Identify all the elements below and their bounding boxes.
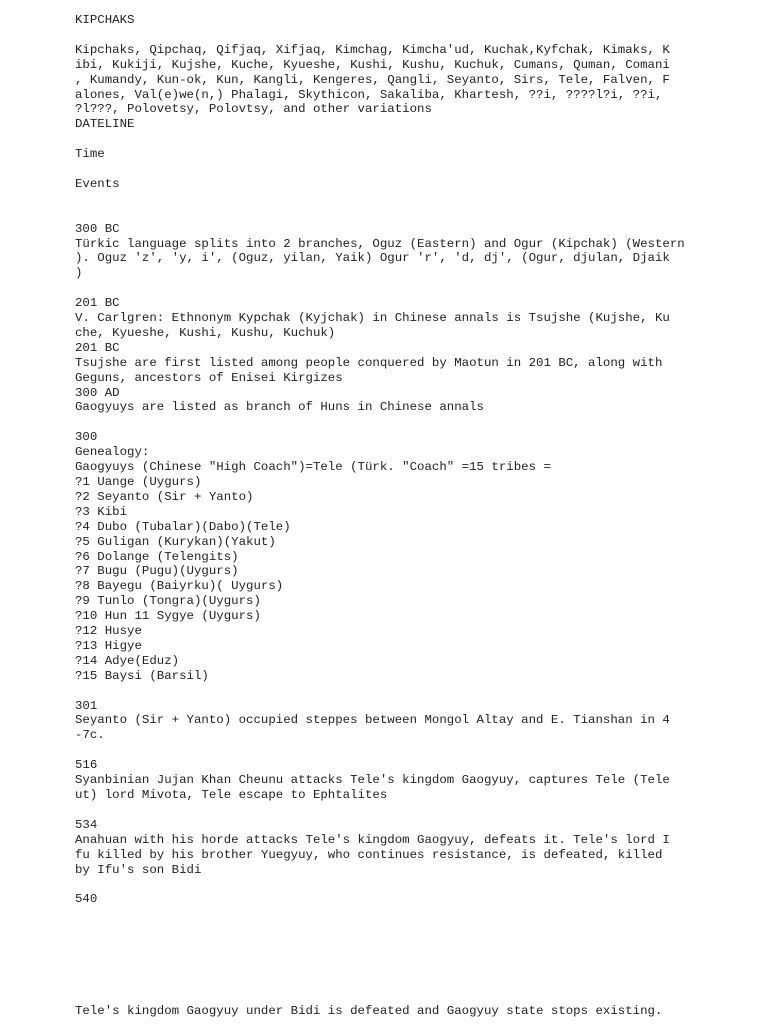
entry-date: 201 BC [75, 296, 120, 311]
entry-text-line: Tsujshe are first listed among people conquered by Maotun in 201 BC, along with [75, 355, 663, 370]
tribe-list-item: ?15 Baysi (Barsil) [75, 668, 209, 683]
tribe-list-item: ?2 Seyanto (Sir + Yanto) [75, 489, 254, 504]
entry-date: 516 [75, 758, 98, 773]
entry-text-line: ) [75, 266, 83, 281]
entry-text-line: Türkic language splits into 2 branches, Oguz (Eastern) and Ogur (Kipchak) (Western [75, 236, 685, 251]
timeline-entry-516 [75, 758, 695, 803]
events-label: Events [75, 176, 120, 191]
entry-text-line: fu killed by his brother Yuegyuy, who continues resistance, is defeated, killed [75, 847, 663, 862]
ethnonym-variations [75, 43, 695, 118]
entry-text-line: Tele's kingdom Gaogyuy under Bidi is defeated and Gaogyuy state stops existing. [75, 1004, 663, 1019]
entry-text-line: ). Oguz 'z', 'y, i', (Oguz, yilan, Yaik) Ogur 'r', 'd, dj', (Ogur, djulan, Djaik [75, 251, 670, 266]
timeline-entry-201bc-a [75, 296, 695, 341]
timeline-entry-534 [75, 818, 695, 878]
tribe-list-item: ?4 Dubo (Tubalar)(Dabo)(Tele) [75, 519, 291, 534]
entry-text-line: Syanbinian Jujan Khan Cheunu attacks Tele's kingdom Gaogyuy, captures Tele (Tele [75, 773, 670, 788]
tribe-list-item: ?8 Bayegu (Baiyrku)( Uygurs) [75, 579, 284, 594]
entry-text-line: V. Carlgren: Ethnonym Kypchak (Kyjchak) in Chinese annals is Tsujshe (Kujshe, Ku [75, 311, 670, 326]
entry-date: 301 [75, 698, 98, 713]
timeline-entry-540 [75, 892, 695, 1019]
timeline-entry-300bc [75, 222, 695, 282]
entry-text-line: Seyanto (Sir + Yanto) occupied steppes between Mongol Altay and E. Tianshan in 4 [75, 713, 670, 728]
tribe-list-item: ?3 Kibi [75, 504, 128, 519]
timeline-entry-301 [75, 699, 695, 744]
entry-date: 534 [75, 817, 98, 832]
text-line: alones, Val(e)we(n,) Phalagi, Skythicon, Sakaliba, Khartesh, ??i, ????l?i, ??i, [75, 87, 663, 102]
entry-date: 300 AD [75, 385, 120, 400]
text-line: , Kumandy, Kun-ok, Kun, Kangli, Kengeres, Qangli, Seyanto, Sirs, Tele, Falven, F [75, 72, 670, 87]
tribe-list-item: ?5 Guligan (Kurykan)(Yakut) [75, 534, 276, 549]
timeline-entry-300ad [75, 386, 695, 416]
entry-date: 201 BC [75, 340, 120, 355]
text-line: ?l???, Polovetsy, Polovtsy, and other variations [75, 102, 432, 117]
entry-text-line: ut) lord Mivota, Tele escape to Ephtalites [75, 788, 388, 802]
entry-text-line: by Ifu's son Bidi [75, 862, 202, 877]
tribe-list-item: ?13 Higye [75, 638, 142, 653]
timeline-entry-300-genealogy [75, 430, 695, 683]
tribe-list-item: ?7 Bugu (Pugu)(Uygurs) [75, 564, 239, 579]
text-line: ibi, Kukiji, Kujshe, Kuche, Kyueshe, Kushi, Kushu, Kuchuk, Cumans, Quman, Comani [75, 57, 670, 72]
tribe-list-item: ?1 Uange (Uygurs) [75, 475, 202, 489]
tribe-list [75, 475, 695, 684]
document-title: KIPCHAKS [75, 13, 135, 27]
tribe-list-item: ?10 Hun 11 Sygye (Uygurs) [75, 609, 261, 624]
entry-date: 300 BC [75, 221, 120, 236]
tribe-list-item: ?14 Adye(Eduz) [75, 653, 180, 668]
entry-text-line: Anahuan with his horde attacks Tele's kingdom Gaogyuy, defeats it. Tele's lord I [75, 832, 670, 847]
time-label: Time [75, 147, 105, 162]
document-page [75, 13, 695, 1019]
genealogy-intro: Gaogyuys (Chinese "High Coach")=Tele (Türk. "Coach" =15 tribes = [75, 460, 551, 475]
tribe-list-item: ?9 Tunlo (Tongra)(Uygurs) [75, 594, 261, 609]
entry-text-line: -7c. [75, 728, 105, 743]
tribe-list-item: ?6 Dolange (Telengits) [75, 549, 239, 564]
entry-text-line: Gaogyuys are listed as branch of Huns in Chinese annals [75, 400, 484, 415]
dateline-label: DATELINE [75, 117, 135, 132]
text-line: Kipchaks, Qipchaq, Qifjaq, Xifjaq, Kimchag, Kimcha'ud, Kuchak,Kyfchak, Kimaks, K [75, 42, 670, 57]
timeline-entry-201bc-b [75, 341, 695, 386]
entry-date: 540 [75, 892, 98, 907]
entry-date: 300 [75, 430, 98, 445]
entry-text-line: Geguns, ancestors of Enisei Kirgizes [75, 370, 343, 385]
tribe-list-item: ?12 Husye [75, 624, 142, 639]
genealogy-heading: Genealogy: [75, 445, 150, 460]
entry-text-line: che, Kyueshe, Kushi, Kushu, Kuchuk) [75, 325, 336, 340]
